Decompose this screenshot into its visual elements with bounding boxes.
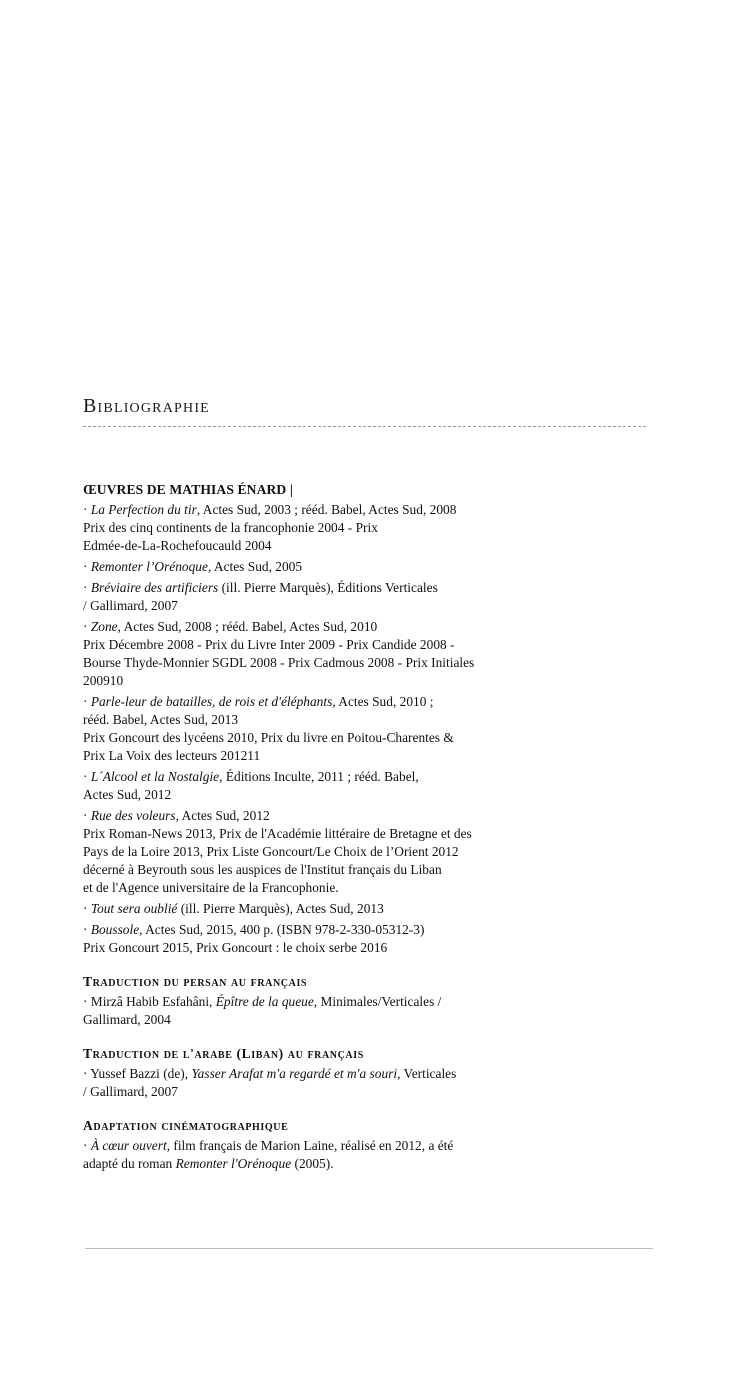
translation-arabic-heading: Traduction de l'arabe (Liban) au français: [83, 1046, 364, 1061]
bullet: ·: [83, 580, 91, 595]
list-item: [83, 921, 503, 957]
bullet: ·: [83, 808, 91, 823]
publication-details: , Actes Sud, 2003 ; rééd. Babel, Actes Sud, 2008: [196, 502, 457, 517]
translation-arabic-section: [83, 1045, 503, 1101]
entry-details: , Minimales/Verticales /: [313, 994, 442, 1009]
list-item: [83, 558, 503, 576]
work-title: Boussole: [90, 922, 140, 937]
works-section: [83, 481, 503, 957]
entry-line: [83, 921, 503, 939]
award-line: 200910: [83, 673, 124, 688]
film-adaptation-heading: Adaptation cinématographique: [83, 1118, 289, 1133]
translation-persian-heading: Traduction du persan au français: [83, 974, 308, 989]
publication-details: , Actes Sud, 2015, 400 p. (ISBN 978-2-330-05312-3): [139, 922, 425, 937]
film-adaptation-section: [83, 1117, 503, 1173]
list-item: [83, 501, 503, 555]
entry-prefix: · Yussef Bazzi (de),: [83, 1066, 192, 1081]
entry-line: [83, 993, 503, 1011]
publication-details: rééd. Babel, Actes Sud, 2013: [83, 712, 239, 727]
publication-details: , Actes Sud, 2008 ; rééd. Babel, Actes Sud, 2010: [117, 619, 378, 634]
entry-details: (2005).: [291, 1156, 334, 1171]
entry-line: [83, 501, 503, 519]
work-title: L´Alcool et la Nostalgie: [90, 769, 220, 784]
work-title: Rue des voleurs: [90, 808, 176, 823]
bullet: ·: [83, 769, 91, 784]
entry-line: [83, 807, 503, 825]
list-item: [83, 1065, 503, 1101]
publication-details: , Actes Sud, 2010 ;: [332, 694, 434, 709]
translation-persian-section: [83, 973, 503, 1029]
bullet: ·: [83, 502, 91, 517]
list-item: [83, 693, 503, 765]
entry-line: [83, 693, 503, 711]
entry-line: [83, 768, 503, 786]
work-title: Bréviaire des artificiers: [90, 580, 219, 595]
entry-line: [83, 900, 503, 918]
entry-details: , Verticales: [397, 1066, 457, 1081]
award-line: Pays de la Loire 2013, Prix Liste Goncourt/Le Choix de l’Orient 2012: [83, 844, 459, 859]
list-item: [83, 807, 503, 897]
award-line: Prix Décembre 2008 - Prix du Livre Inter 2009 - Prix Candide 2008 -: [83, 637, 455, 652]
bibliography-content: [83, 481, 503, 1189]
entry-prefix: ·: [83, 1138, 91, 1153]
bullet: ·: [83, 922, 91, 937]
entry-prefix: · Mirzâ Habib Esfahâni,: [83, 994, 216, 1009]
award-line: Bourse Thyde-Monnier SGDL 2008 - Prix Cadmous 2008 - Prix Initiales: [83, 655, 475, 670]
work-title: Zone: [90, 619, 118, 634]
list-item: [83, 1137, 503, 1173]
award-line: Prix Goncourt 2015, Prix Goncourt : le choix serbe 2016: [83, 940, 388, 955]
entry-details: , film français de Marion Laine, réalisé en 2012, a été: [166, 1138, 454, 1153]
publication-details: / Gallimard, 2007: [83, 598, 178, 613]
award-line: Prix Goncourt des lycéens 2010, Prix du livre en Poitou-Charentes &: [83, 730, 454, 745]
bottom-divider: [85, 1248, 653, 1249]
entry-title: Épître de la queue: [215, 994, 314, 1009]
dotted-divider: [83, 426, 646, 427]
entry-line: [83, 1155, 503, 1173]
work-title: Tout sera oublié: [90, 901, 178, 916]
bullet: ·: [83, 694, 91, 709]
works-list: [83, 501, 503, 957]
work-title: La Perfection du tir: [90, 502, 197, 517]
publication-details: , Actes Sud, 2012: [175, 808, 270, 823]
list-item: [83, 993, 503, 1029]
bullet: ·: [83, 619, 91, 634]
entry-line: [83, 558, 503, 576]
work-title: Remonter l’Orénoque: [90, 559, 208, 574]
entry-line: [83, 1137, 503, 1155]
entry-line: [83, 618, 503, 636]
entry-line: [83, 579, 503, 597]
publication-details: (ill. Pierre Marquès), Éditions Verticales: [218, 580, 438, 595]
publication-details: , Éditions Inculte, 2011 ; rééd. Babel,: [219, 769, 419, 784]
entry-line: [83, 1065, 503, 1083]
list-item: [83, 579, 503, 615]
list-item: [83, 618, 503, 690]
entry-details: Gallimard, 2004: [83, 1012, 171, 1027]
entry-prefix: adapté du roman: [83, 1156, 176, 1171]
works-heading: ŒUVRES DE MATHIAS ÉNARD |: [83, 482, 293, 497]
entry-title: Yasser Arafat m'a regardé et m'a souri: [191, 1066, 398, 1081]
award-line: Prix des cinq continents de la francophonie 2004 - Prix: [83, 520, 378, 535]
award-line: Edmée-de-La-Rochefoucauld 2004: [83, 538, 272, 553]
bullet: ·: [83, 559, 91, 574]
award-line: Prix La Voix des lecteurs 201211: [83, 748, 261, 763]
publication-details: (ill. Pierre Marquès), Actes Sud, 2013: [177, 901, 384, 916]
work-title: Parle-leur de batailles, de rois et d'éléphants: [90, 694, 333, 709]
entry-details: / Gallimard, 2007: [83, 1084, 178, 1099]
award-line: Prix Roman-News 2013, Prix de l'Académie littéraire de Bretagne et des: [83, 826, 472, 841]
bullet: ·: [83, 901, 91, 916]
publication-details: Actes Sud, 2012: [83, 787, 172, 802]
award-line: et de l'Agence universitaire de la Francophonie.: [83, 880, 339, 895]
award-line: décerné à Beyrouth sous les auspices de l'Institut français du Liban: [83, 862, 442, 877]
list-item: [83, 900, 503, 918]
page-title: Bibliographie: [83, 395, 210, 417]
entry-title: À cœur ouvert: [90, 1138, 167, 1153]
entry-title: Remonter l'Orénoque: [175, 1156, 292, 1171]
list-item: [83, 768, 503, 804]
publication-details: , Actes Sud, 2005: [207, 559, 303, 574]
